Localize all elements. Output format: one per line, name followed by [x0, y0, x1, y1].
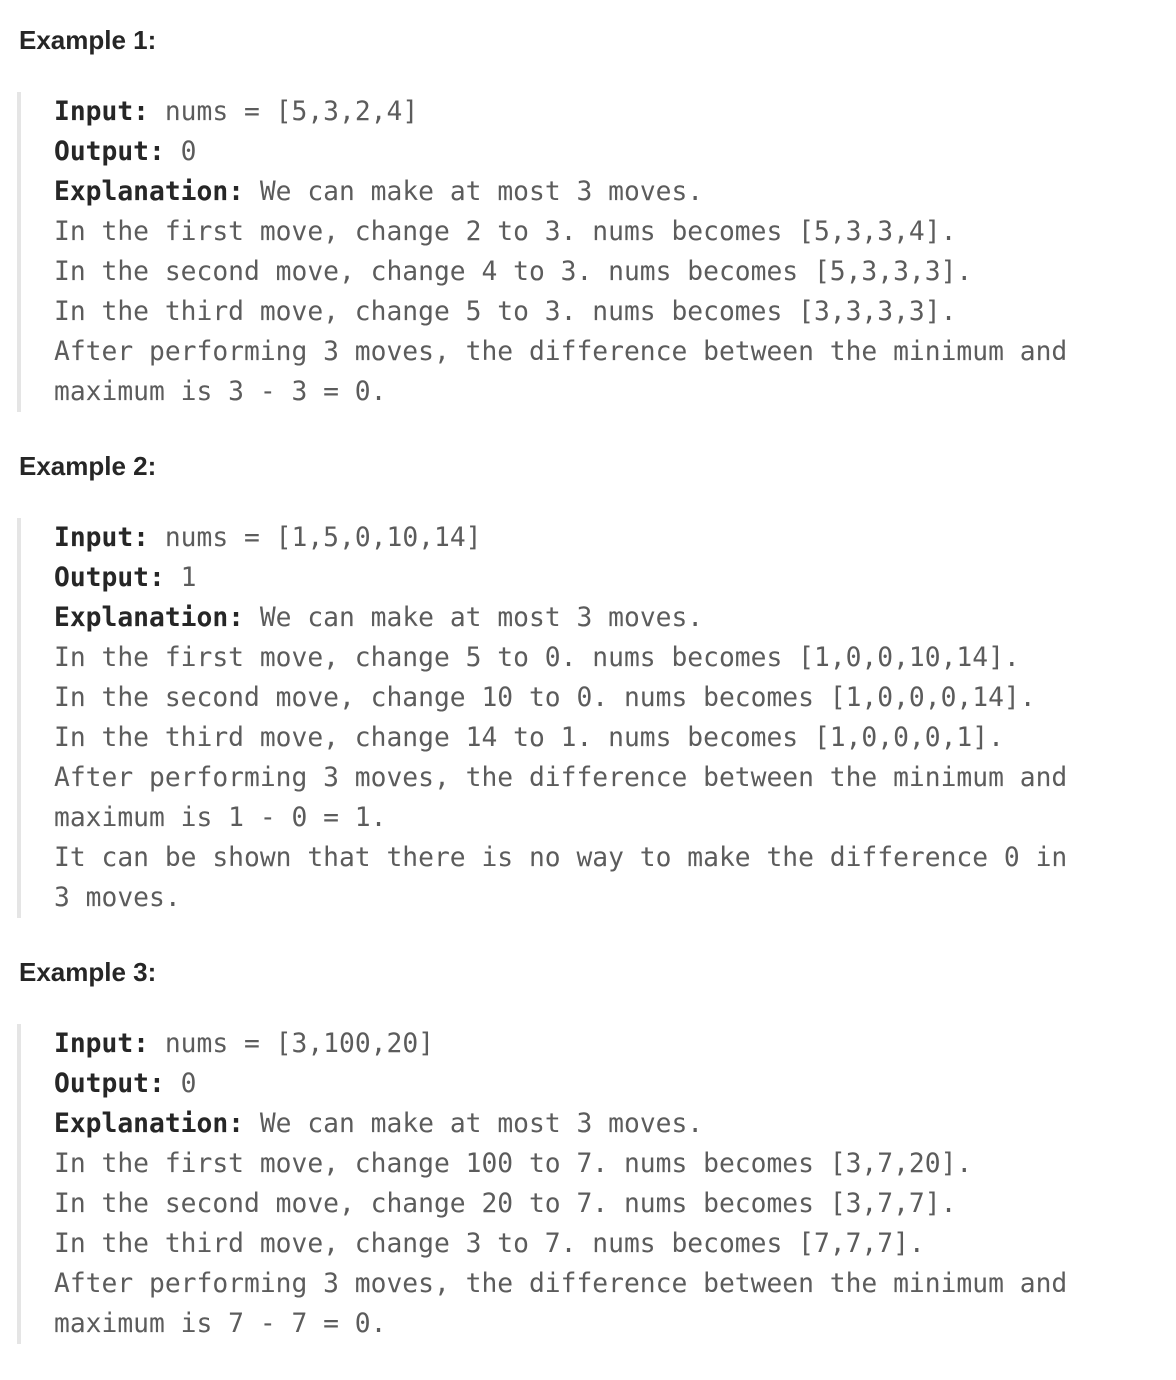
explanation-label: Explanation:: [54, 177, 244, 207]
explanation-text: 3 moves.: [54, 883, 181, 913]
explanation-line: [54, 172, 1154, 212]
example-code-block: [17, 92, 1157, 412]
explanation-label: Explanation:: [54, 603, 244, 633]
explanation-text: In the first move, change 5 to 0. nums becomes [1,0,0,10,14].: [54, 643, 1020, 673]
explanation-text: We can make at most 3 moves.: [259, 603, 704, 633]
explanation-label: Explanation:: [54, 1109, 244, 1139]
explanation-text: maximum is 7 - 7 = 0.: [54, 1309, 387, 1339]
explanation-text: In the second move, change 10 to 0. nums becomes [1,0,0,0,14].: [54, 683, 1036, 713]
example-code-block: [17, 518, 1157, 918]
explanation-text: maximum is 1 - 0 = 1.: [54, 803, 387, 833]
output-value: 0: [180, 137, 197, 167]
output-value: 0: [180, 1069, 197, 1099]
output-line: [54, 558, 1154, 598]
explanation-text: In the first move, change 2 to 3. nums becomes [5,3,3,4].: [54, 217, 957, 247]
input-value: nums = [5,3,2,4]: [164, 97, 419, 127]
explanation-text: In the second move, change 4 to 3. nums becomes [5,3,3,3].: [54, 257, 973, 287]
example-heading: Example 3:: [19, 957, 157, 987]
explanation-text: We can make at most 3 moves.: [259, 177, 704, 207]
explanation-text: After performing 3 moves, the difference between the minimum and: [54, 1269, 1068, 1299]
explanation-text: It can be shown that there is no way to make the difference 0 in: [54, 843, 1068, 873]
input-label: Input:: [54, 1029, 149, 1059]
input-line: [54, 92, 1154, 132]
output-label: Output:: [54, 137, 165, 167]
explanation-line: [54, 598, 1154, 638]
example-heading: Example 1:: [19, 25, 157, 55]
explanation-text: maximum is 3 - 3 = 0.: [54, 377, 387, 407]
explanation-text: After performing 3 moves, the difference between the minimum and: [54, 763, 1068, 793]
explanation-text: In the third move, change 14 to 1. nums becomes [1,0,0,0,1].: [54, 723, 1004, 753]
input-line: [54, 518, 1154, 558]
output-value: 1: [180, 563, 197, 593]
explanation-text: We can make at most 3 moves.: [259, 1109, 704, 1139]
input-value: nums = [1,5,0,10,14]: [164, 523, 482, 553]
output-label: Output:: [54, 1069, 165, 1099]
input-line: [54, 1024, 1154, 1064]
explanation-text: In the second move, change 20 to 7. nums becomes [3,7,7].: [54, 1189, 957, 1219]
output-line: [54, 132, 1154, 172]
example-heading: Example 2:: [19, 451, 157, 481]
explanation-line: [54, 1104, 1154, 1144]
output-line: [54, 1064, 1154, 1104]
input-value: nums = [3,100,20]: [164, 1029, 434, 1059]
explanation-text: After performing 3 moves, the difference between the minimum and: [54, 337, 1068, 367]
input-label: Input:: [54, 523, 149, 553]
example-code-block: [17, 1024, 1157, 1344]
input-label: Input:: [54, 97, 149, 127]
explanation-text: In the first move, change 100 to 7. nums becomes [3,7,20].: [54, 1149, 973, 1179]
explanation-text: In the third move, change 5 to 3. nums becomes [3,3,3,3].: [54, 297, 957, 327]
output-label: Output:: [54, 563, 165, 593]
explanation-text: In the third move, change 3 to 7. nums becomes [7,7,7].: [54, 1229, 925, 1259]
